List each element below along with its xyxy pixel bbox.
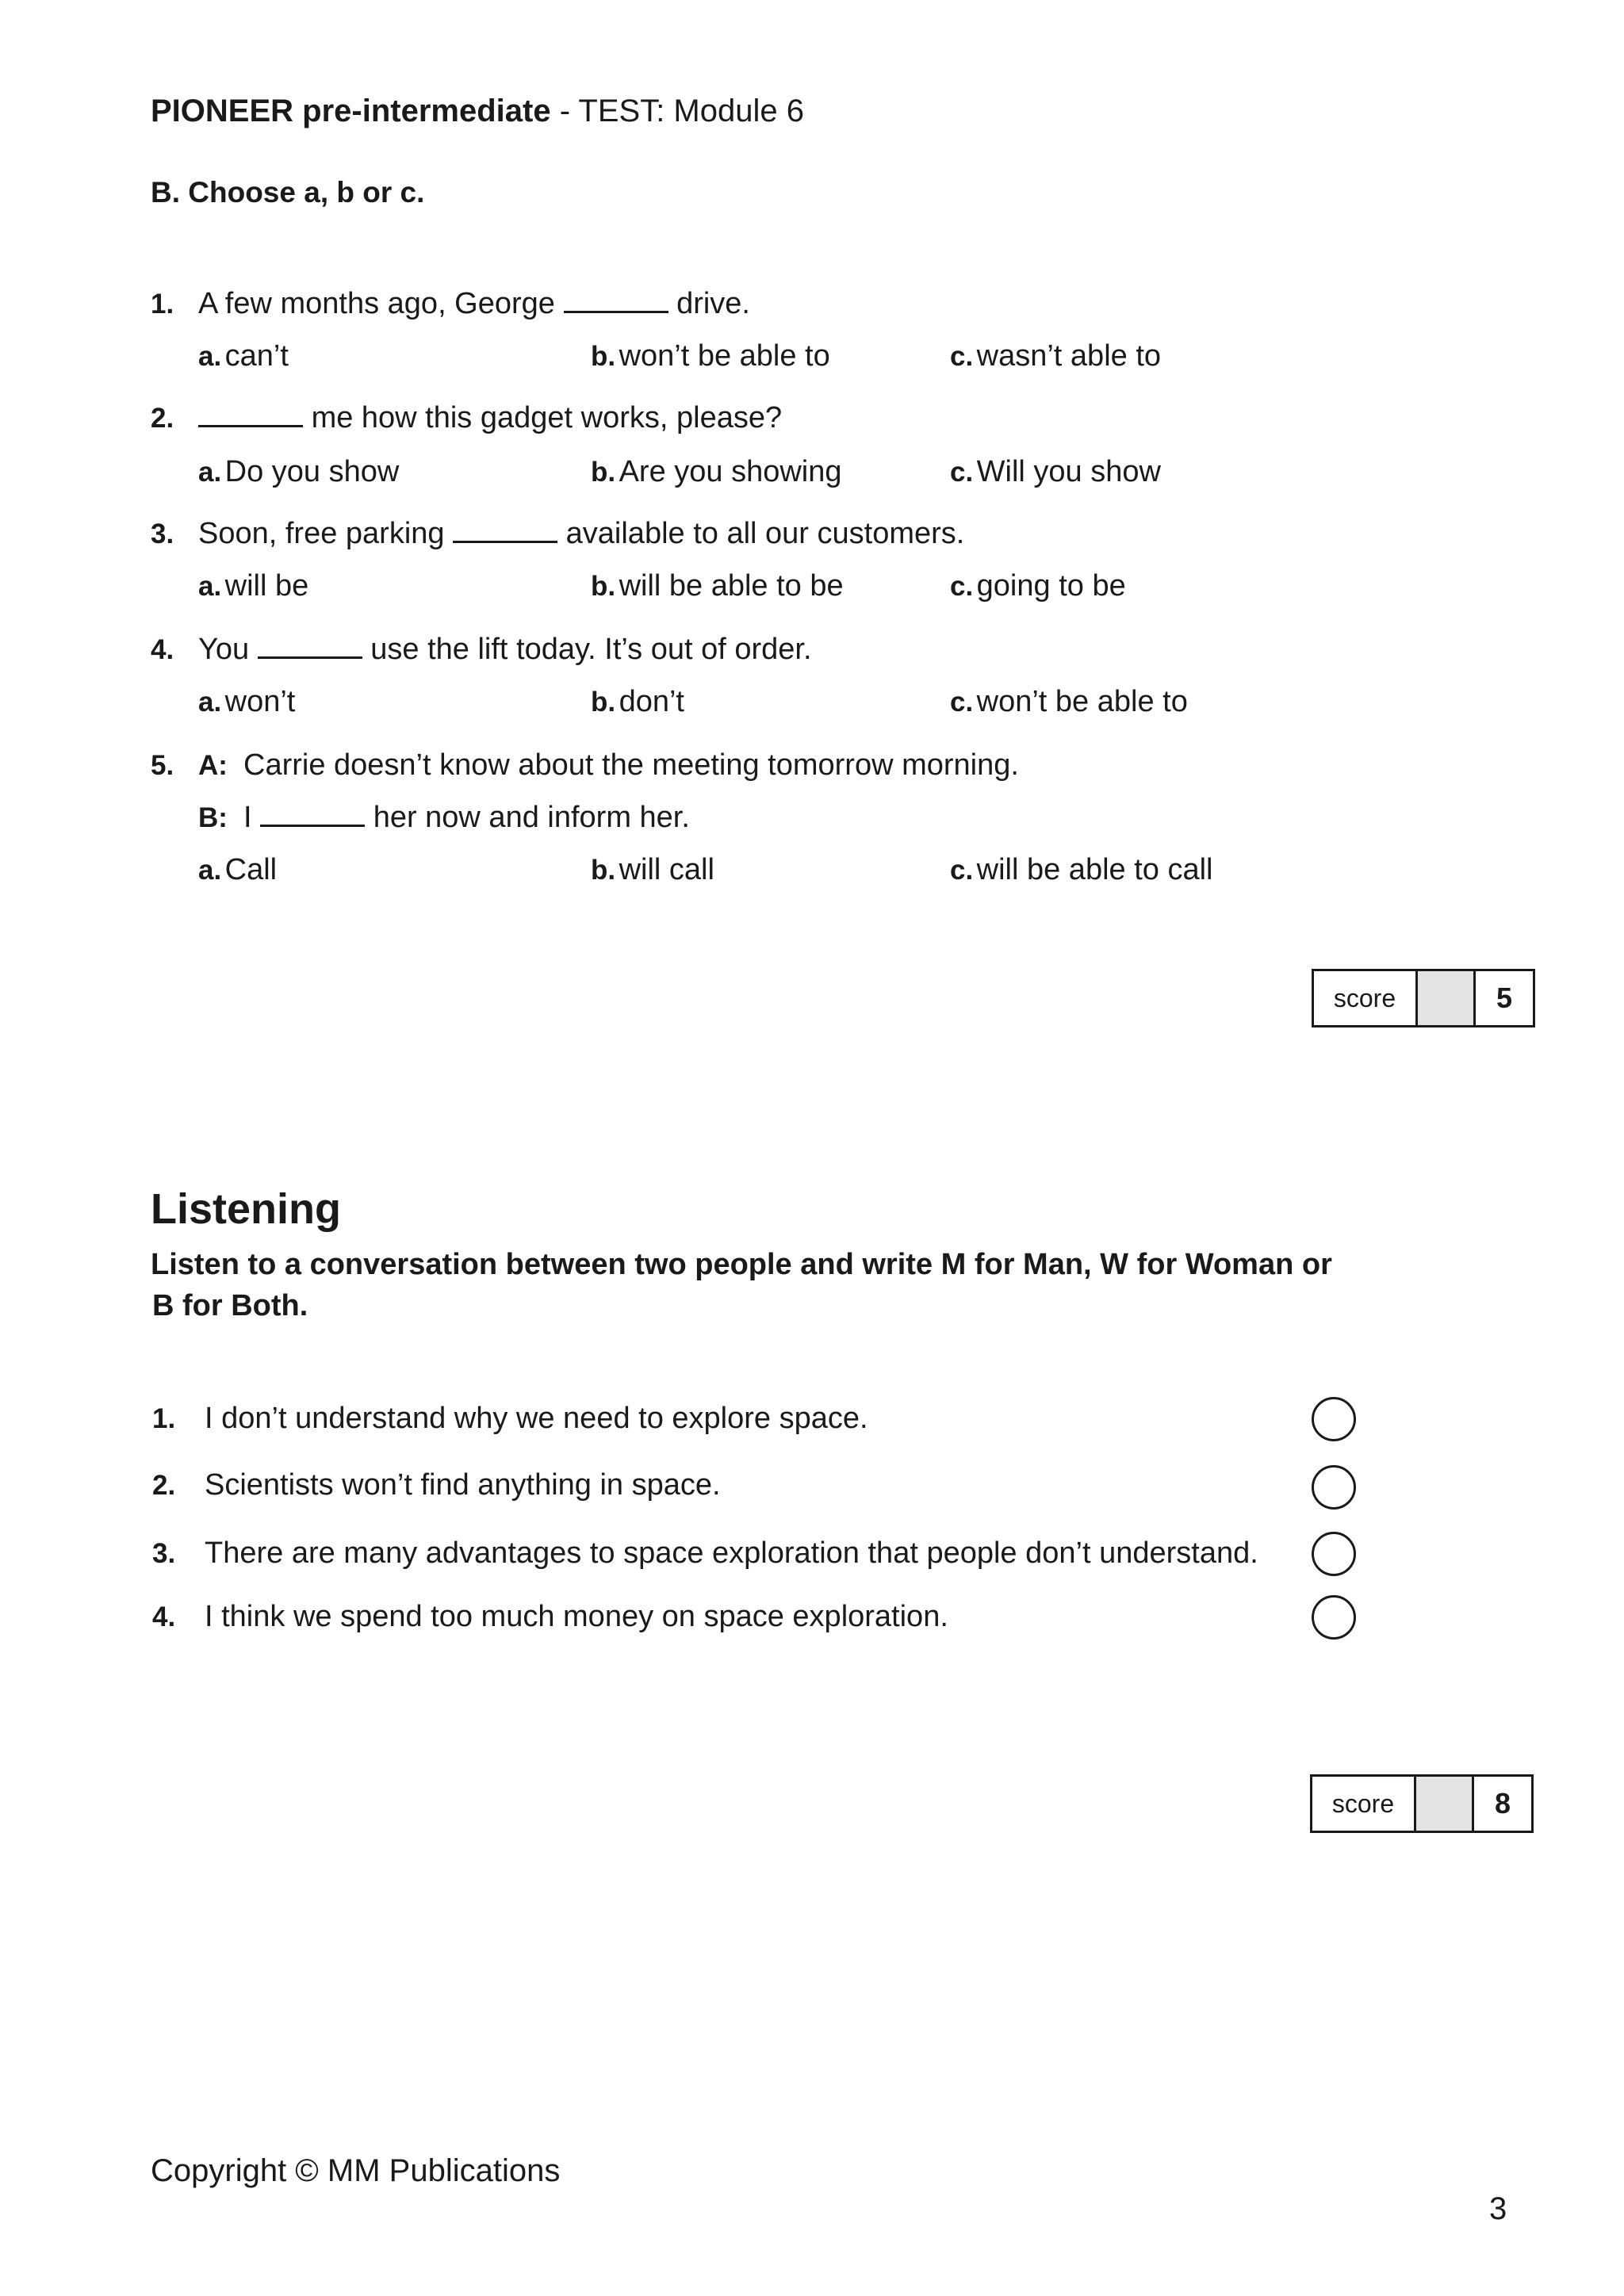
answer-blank (198, 401, 303, 427)
option-a: a. won’t (198, 685, 296, 718)
question-stem: Soon, free parking available to all our customers. (198, 517, 965, 550)
header-test-title: - TEST: Module 6 (550, 94, 804, 128)
answer-blank (260, 801, 365, 827)
item-number: 3. (152, 1538, 176, 1569)
page-header (151, 94, 804, 129)
question-number: 5. (151, 750, 174, 781)
dialogue-line-b: I her now and inform her. (243, 801, 690, 834)
question-stem: me how this gadget works, please? (198, 401, 782, 435)
copyright: Copyright © MM Publications (151, 2153, 561, 2188)
score-label: score (1312, 1777, 1416, 1831)
option-c: c. wasn’t able to (950, 339, 1162, 373)
option-c: c. won’t be able to (950, 685, 1188, 718)
score-max: 8 (1494, 1787, 1511, 1820)
listening-instruction: Listen to a conversation between two people and write M for Man, W for Woman or (151, 1248, 1332, 1281)
statement-text: I don’t understand why we need to explore space. (205, 1402, 868, 1435)
score-label: score (1314, 971, 1418, 1025)
answer-circle[interactable] (1312, 1465, 1356, 1510)
item-number: 1. (152, 1403, 176, 1434)
option-c: c. Will you show (950, 455, 1161, 488)
question-number: 4. (151, 634, 174, 665)
option-b: b. don’t (591, 685, 684, 718)
statement-text: I think we spend too much money on space exploration. (205, 1600, 948, 1633)
header-brand: PIONEER pre-intermediate (151, 94, 551, 128)
score-entry-field[interactable] (1418, 971, 1476, 1025)
option-b: b. Are you showing (591, 455, 842, 488)
option-a: a. Do you show (198, 455, 400, 488)
score-max: 5 (1496, 982, 1513, 1014)
option-a: a. can’t (198, 339, 289, 373)
dialogue-line-a: Carrie doesn’t know about the meeting tomorrow morning. (243, 748, 1019, 782)
answer-circle[interactable] (1312, 1397, 1356, 1441)
option-b: b. won’t be able to (591, 339, 830, 373)
question-stem: You use the lift today. It’s out of order. (198, 633, 812, 666)
question-number: 1. (151, 289, 174, 320)
question-number: 3. (151, 519, 174, 549)
option-a: a. will be (198, 569, 309, 603)
answer-blank (258, 633, 362, 659)
answer-circle[interactable] (1312, 1595, 1356, 1640)
question-stem: A few months ago, George drive. (198, 287, 750, 320)
question-number: 2. (151, 403, 174, 434)
item-number: 2. (152, 1470, 176, 1501)
answer-blank (453, 517, 557, 543)
statement-text: There are many advantages to space exploration that people don’t understand. (205, 1536, 1258, 1570)
answer-circle[interactable] (1312, 1532, 1356, 1576)
section-title: Listening (151, 1185, 341, 1233)
speaker-a-label: A: (198, 750, 228, 781)
score-entry-field[interactable] (1416, 1777, 1474, 1831)
item-number: 4. (152, 1601, 176, 1632)
option-c: c. will be able to call (950, 853, 1213, 886)
speaker-b-label: B: (198, 802, 228, 833)
score-box (1312, 969, 1535, 1027)
statement-text: Scientists won’t find anything in space. (205, 1468, 721, 1502)
page-number: 3 (1489, 2191, 1507, 2226)
option-c: c. going to be (950, 569, 1126, 603)
option-b: b. will be able to be (591, 569, 844, 603)
section-b-instruction: B. Choose a, b or c. (151, 176, 425, 209)
score-box (1310, 1774, 1534, 1833)
listening-instruction: B for Both. (152, 1289, 308, 1322)
answer-blank (564, 287, 668, 313)
option-b: b. will call (591, 853, 714, 886)
option-a: a. Call (198, 853, 278, 886)
